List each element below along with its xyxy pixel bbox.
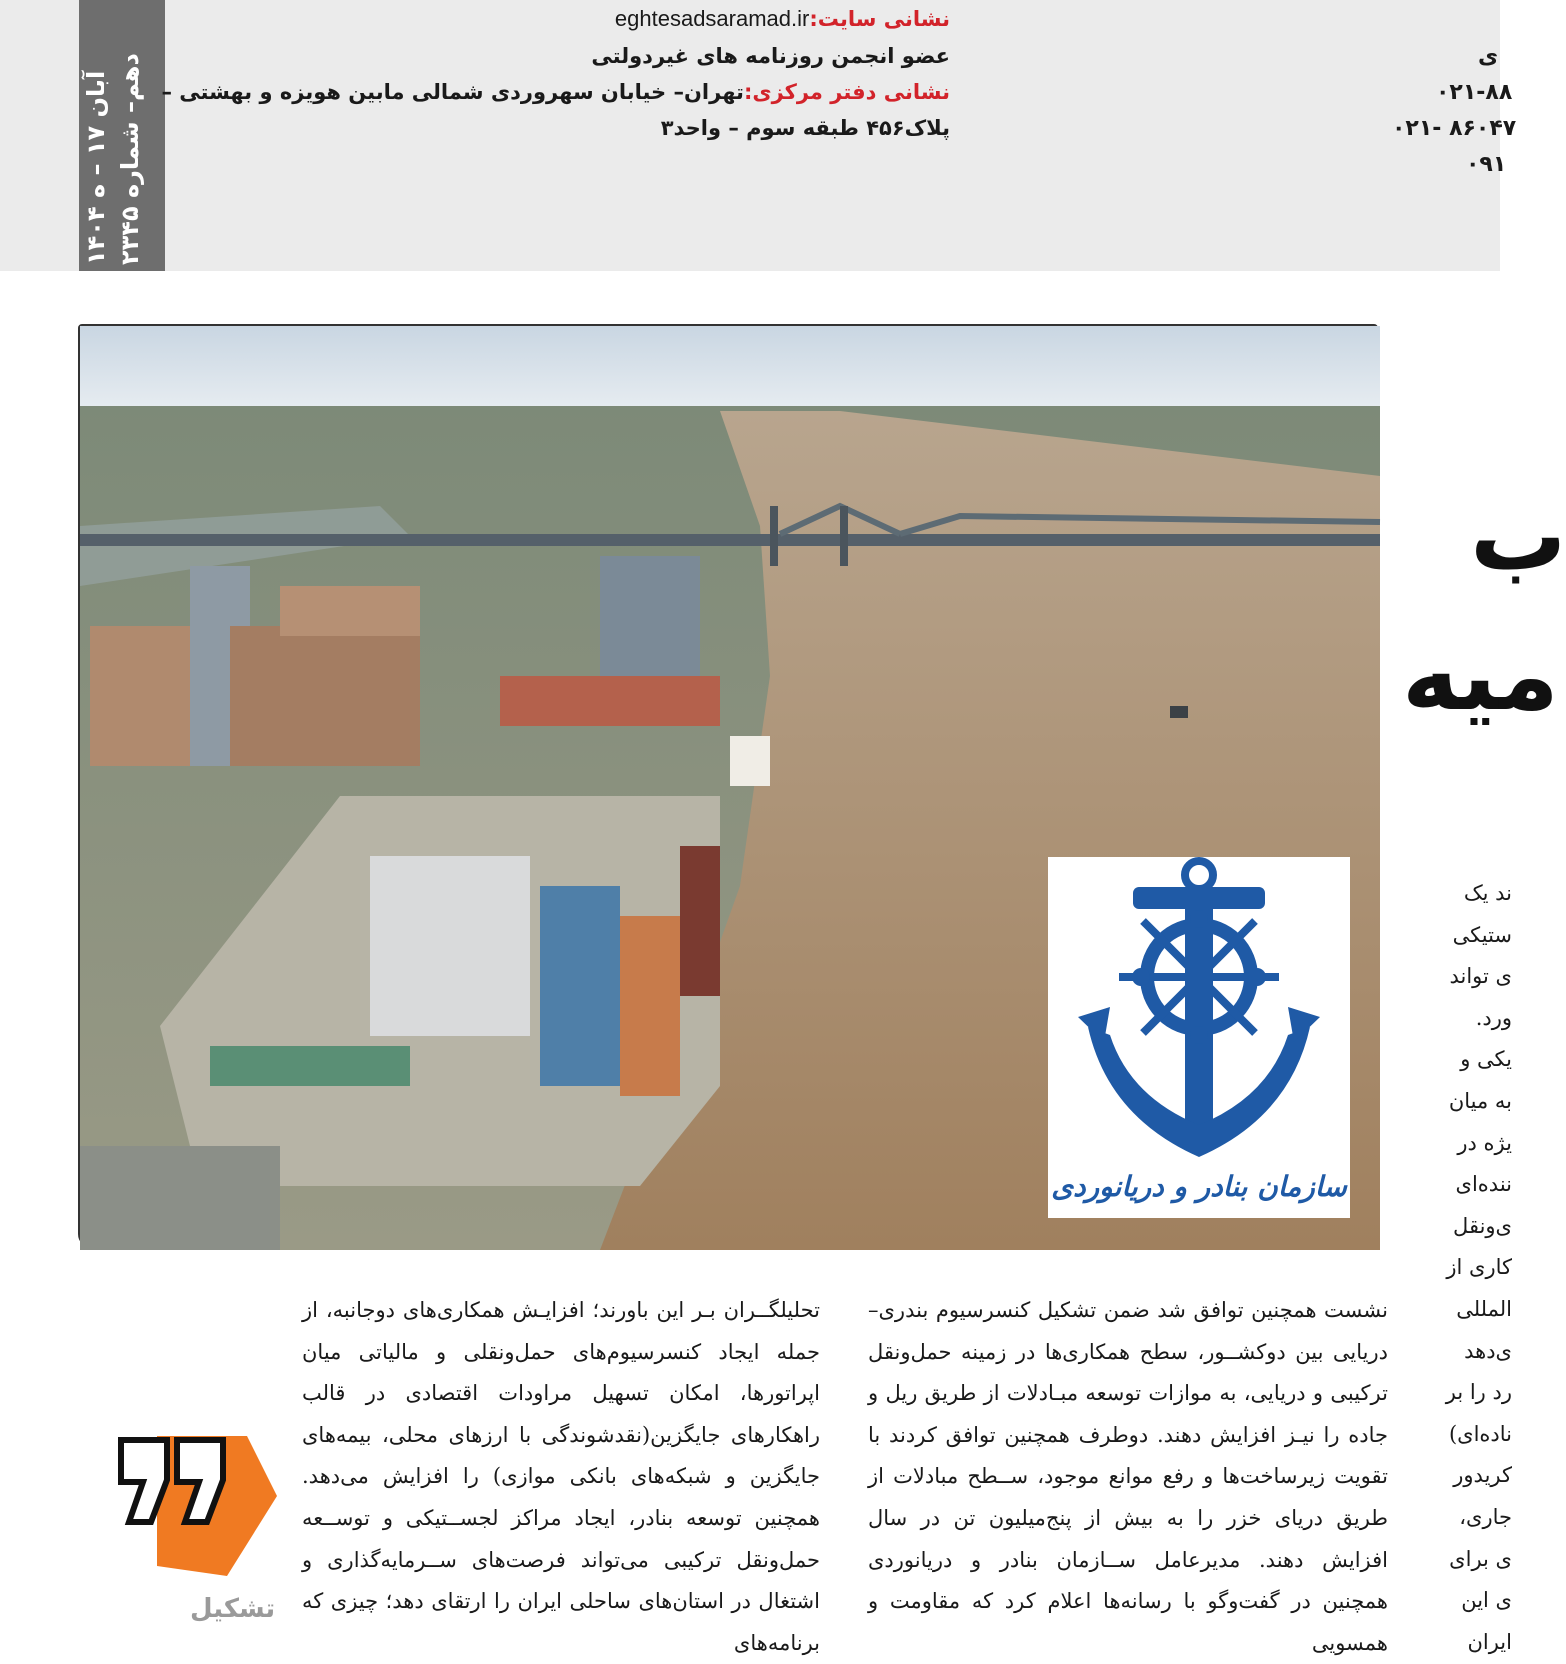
headline-fragment-2: میه [1402, 620, 1559, 732]
site-url[interactable]: eghtesadsaramad.ir [614, 6, 810, 31]
right-col-line: رد را بر [1445, 1380, 1512, 1405]
article-column-left [302, 1290, 820, 1655]
site-label: نشانی سایت: [809, 7, 950, 31]
right-col-line: ایران [1467, 1629, 1512, 1654]
address-line-2: پلاک۴۵۶ طبقه سوم – واحد۳ [660, 116, 950, 140]
phone-fragment-3: ۰۹۱ [1466, 152, 1507, 177]
address-label: نشانی دفتر مرکزی: [743, 80, 950, 104]
phone-fragment-2: ۰۲۱- ۸۶۰۴۷ [1392, 116, 1517, 141]
right-col-line: ورد. [1475, 1005, 1512, 1030]
article-paragraph: تحلیلگــران بـر این باورند؛ افزایـش همکاری‌های دوجانبه، از جمله ایجاد کنسرسیوم‌های حمل‌ونقلی و مالیاتی میان اپراتورها، امکان تسهیل مراودات اقتصادی در قالب راهکارهای جایگزین(نقدشوندگی با ارزهای محلی، بیمه‌های جایگزین و شبکه‌های بانکی موازی) را افزایش می‌دهد. همچنین توسعه بنادر، ایجاد مراکز لجســتیکی و توســعه حمل‌ونقل ترکیبی می‌تواند فرصت‌های ســرمایه‌گذاری و اشتغال در استان‌های ساحلی ایران را ارتقای دهد؛ چیزی که برنامه‌های [302, 1298, 820, 1655]
issue-number: دهم– شماره ۲۳۴۵ [116, 53, 144, 265]
right-col-line: ی برای [1449, 1546, 1512, 1571]
right-col-line: یکی و [1460, 1047, 1512, 1072]
site-line [615, 6, 950, 32]
quote-icon [117, 1436, 277, 1576]
right-col-line: کریدور [1453, 1463, 1512, 1488]
address-text: تهران– خیابان سهروردی شمالی مابین هویزه و بهشتی – [161, 80, 744, 104]
right-col-line: ستیکی [1452, 922, 1512, 947]
right-col-line: ننده‌ای [1455, 1172, 1512, 1197]
pull-quote-tag: تشکیل [190, 1594, 276, 1624]
right-col-line: المللی [1456, 1296, 1512, 1321]
logo-caption: سازمان بنادر و دریانوردی [1051, 1170, 1347, 1203]
article-paragraph: نشست همچنین توافق شد ضمن تشکیل کنسرسیوم بندری–دریایی بین دوکشــور، سطح همکاری‌ها در زمینه حمل‌ونقل ترکیبی و دریایی، به موازات توسعه مبـادلات از طریق ریل و جاده را نیـز افزایش دهند. دوطرف همچنین توافق کردند با تقویت زیرساخت‌ها و رفع موانع موجود، ســطح مبادلات از طریق دریای خزر را به بیش از پنج‌میلیون تن در سال افزایش دهند. مدیرعامل ســازمان بنادر و دریانوردی همچنین در گفت‌وگو با رسانه‌ها اعلام کرد که مقاومت و همسویی [868, 1298, 1388, 1655]
right-col-line: ی تواند [1449, 964, 1512, 989]
right-col-line: ناده‌ای) [1448, 1421, 1512, 1446]
anchor-wheel-icon [1048, 857, 1350, 1157]
right-col-line: جاری، [1459, 1504, 1512, 1529]
headline-fragment-1: ب [1470, 480, 1566, 592]
right-col-line: کاری از [1446, 1255, 1512, 1280]
right-col-line: ی‌دهد [1464, 1338, 1512, 1363]
membership-line: عضو انجمن روزنامه های غیردولتی [591, 44, 950, 68]
issue-date-strip [79, 0, 165, 271]
ports-maritime-logo [1048, 857, 1350, 1218]
right-col-line: ی‌ونقل [1453, 1213, 1512, 1238]
right-col-line: ی این [1461, 1588, 1512, 1613]
right-col-line: ند یک [1463, 881, 1512, 905]
right-col-line: به میان [1448, 1088, 1512, 1113]
phone-fragment-0: ی [1478, 44, 1499, 69]
article-column-right [1432, 873, 1512, 1663]
address-line-1 [161, 80, 950, 104]
phone-fragment-1: ۰۲۱-۸۸ [1436, 80, 1513, 105]
right-col-line: یژه در [1457, 1130, 1512, 1155]
article-column-middle [868, 1290, 1388, 1655]
issue-date: ۱۴۰۴ آبان‌ ۱۷ – ‌ه [82, 70, 110, 265]
